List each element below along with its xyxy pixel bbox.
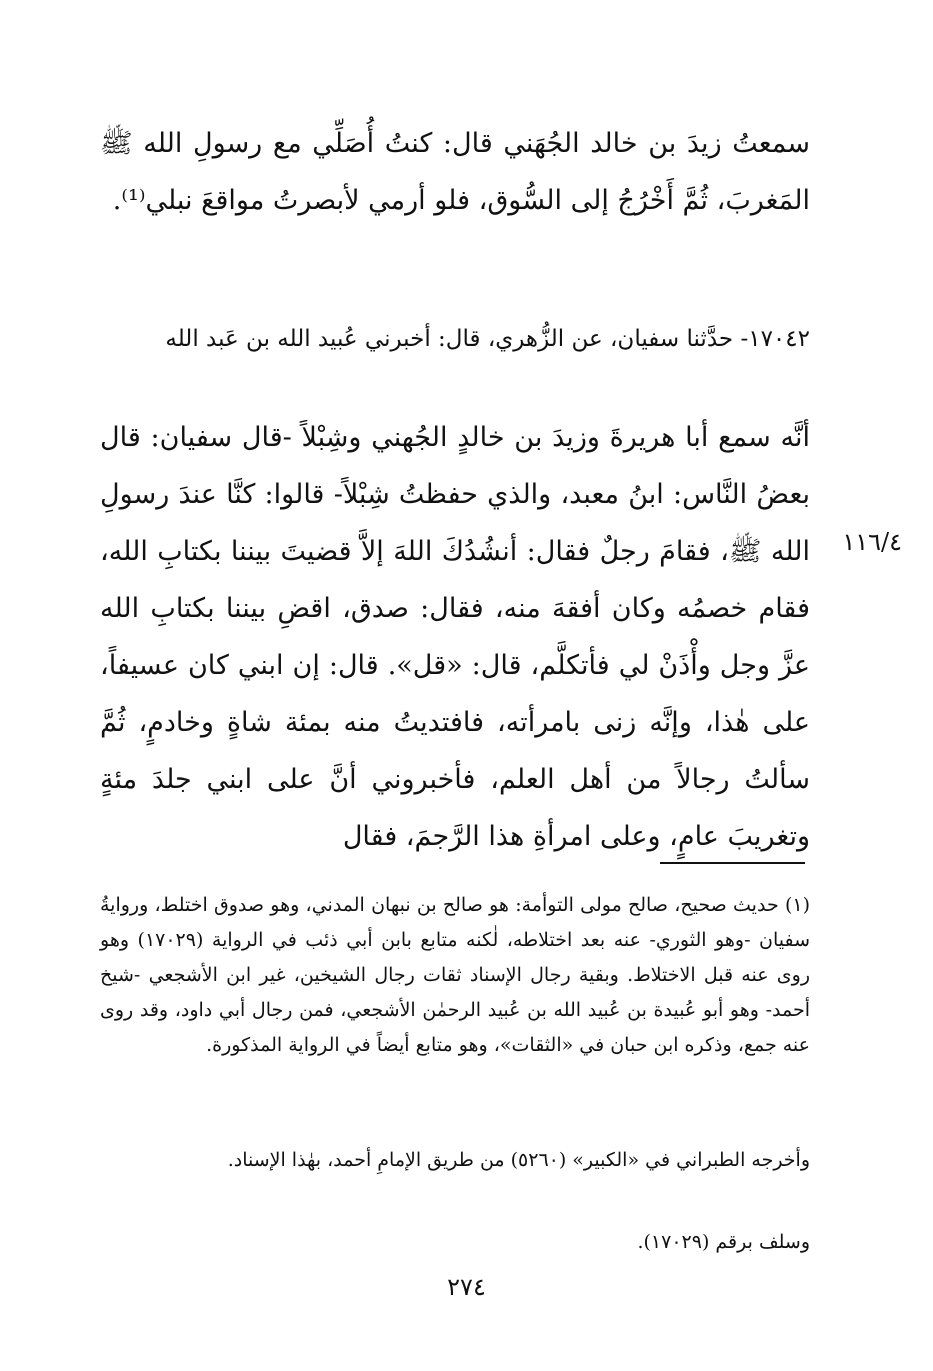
footnote-3: وسلف برقم (١٧٠٢٩). (637, 1231, 810, 1253)
page-number: ٢٧٤ (447, 1273, 486, 1301)
main-paragraph-2: أنَّه سمع أبا هريرةَ وزيدَ بن خالدٍ الجُهني وشِبْلاً -قال سفيان: قال بعضُ النَّاس: ابنُ معبد، والذي حفظتُ شِبْلاً- قالوا: كنَّا عندَ رسولِ الله ﷺ، فقامَ رجلٌ فقال: أنشُدُكَ اللهَ إلاَّ قضيتَ بيننا بكتابِ الله، فقام خصمُه وكان أفقهَ منه، فقال: صدق، اقضِ بيننا بكتابِ الله عزَّ وجل وأْذَنْ لي فأتكلَّم، قال: «قل». قال: إن ابني كان عسيفاً، على هٰذا، وإنَّه زنى بامرأته، فافتديتُ منه بمئة شاةٍ وخادمٍ، ثُمَّ سألتُ رجالاً من أهل العلم، فأخبروني أنَّ على ابني جلدَ مئةٍ وتغريبَ عامٍ، وعلى امرأةِ هذا الرَّجمَ، فقال (100, 422, 810, 852)
hadith-chain: ١٧٠٤٢- حدَّثنا سفيان، عن الزُّهري، قال: أخبرني عُبيد الله بن عَبد الله (165, 326, 810, 352)
footnote-2: وأخرجه الطبراني في «الكبير» (٥٢٦٠) من طريق الإمامِ أحمد، بهٰذا الإسناد. (227, 1149, 810, 1171)
main-paragraph-1: سمعتُ زيدَ بن خالد الجُهَني قال: كنتُ أُصَلِّي مع رسولِ الله ﷺ المَغربَ، ثُمَّ أَخْرُجُ إلى السُّوق، فلو أرمي لأبصرتُ مواقعَ نبلي⁽¹⁾. (100, 128, 810, 216)
margin-reference: ١١٦/٤ (842, 528, 902, 556)
footnote-divider (660, 862, 805, 864)
footnote-1: (١) حديث صحيح، صالح مولى التوأمة: هو صالح بن نبهان المدني، وهو صدوق اختلط، وروايةُ سفيان -وهو الثوري- عنه بعد اختلاطه، لٰكنه متابع بابن أبي ذئب في الرواية (١٧٠٢٩) وهو روى عنه قبل الاختلاط. وبقية رجال الإسناد ثقات رجال الشيخين، غير ابن الأشجعي -شيخ أحمد- وهو أبو عُبيدة بن عُبيد الله بن عُبيد الرحمٰن الأشجعي، فمن رجال أبي داود، وقد روى عنه جمع، وذكره ابن حبان في «الثقات»، وهو متابع أيضاً في الرواية المذكورة. (100, 894, 810, 1056)
